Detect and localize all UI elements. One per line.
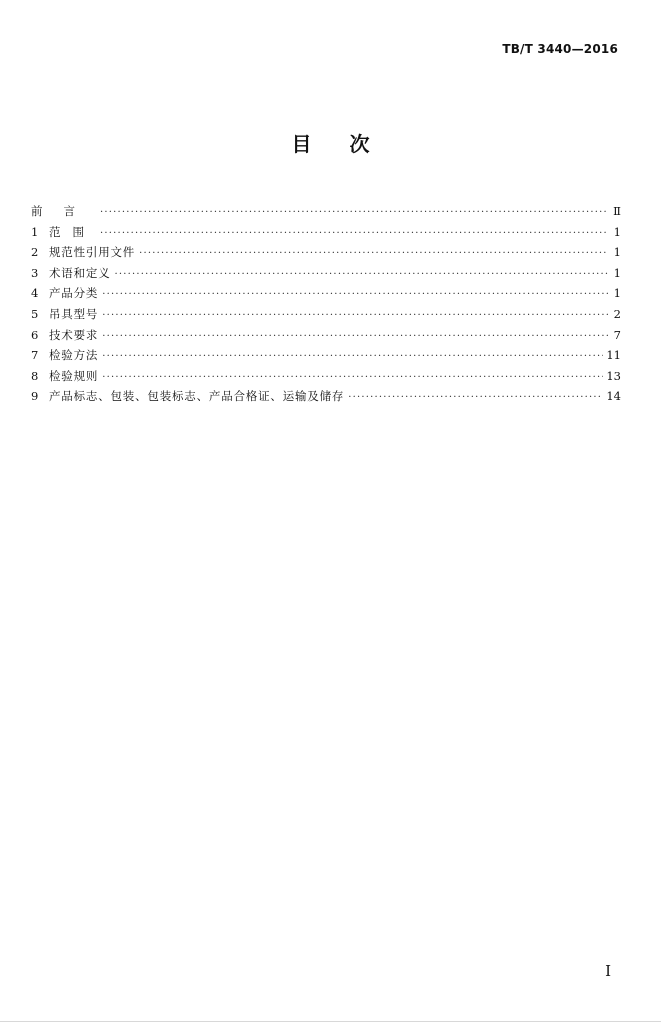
toc-entry-label: 前言: [31, 204, 96, 218]
toc-entry-page: 1: [613, 286, 621, 301]
toc-entry-number: 2: [31, 245, 39, 260]
toc-entry-6[interactable]: [31, 327, 621, 348]
toc-entry-page: Ⅱ: [613, 204, 621, 218]
dot-leader: [102, 310, 608, 321]
toc-entry-page: 11: [606, 348, 621, 363]
toc-entry-3[interactable]: [31, 265, 621, 286]
page-title: 目次: [291, 132, 408, 156]
page-number: Ⅰ: [605, 962, 611, 980]
toc-entry-4[interactable]: [31, 285, 621, 306]
toc-entry-number: 1: [31, 224, 39, 239]
toc-entry-page: 1: [613, 245, 621, 260]
toc-entry-page: 13: [606, 368, 621, 383]
toc-entry-page: 7: [613, 327, 621, 342]
toc-entry-number: 3: [31, 265, 39, 280]
table-of-contents: [31, 203, 621, 409]
dot-leader: [139, 248, 608, 259]
toc-entry-label: 术语和定义: [49, 265, 111, 280]
toc-entry-number: 6: [31, 327, 39, 342]
toc-entry-page: 1: [613, 265, 621, 280]
toc-entry-label: 规范性引用文件: [49, 245, 136, 260]
dot-leader: [102, 331, 608, 342]
toc-entry-foreword[interactable]: [31, 203, 621, 224]
toc-entry-label: 检验方法: [49, 348, 99, 363]
dot-leader: [115, 269, 609, 280]
toc-entry-number: 7: [31, 348, 39, 363]
toc-entry-8[interactable]: [31, 368, 621, 389]
document-code: TB/T 3440—2016: [502, 42, 618, 56]
dot-leader: [348, 392, 603, 403]
toc-entry-label: 检验规则: [49, 368, 99, 383]
dot-leader: [102, 351, 603, 362]
toc-entry-label: 技术要求: [49, 327, 99, 342]
toc-entry-9[interactable]: [31, 388, 621, 409]
toc-entry-page: 1: [613, 224, 621, 239]
toc-entry-label: 吊具型号: [49, 306, 99, 321]
toc-entry-number: 8: [31, 368, 39, 383]
toc-entry-label: 产品分类: [49, 286, 99, 301]
toc-entry-5[interactable]: [31, 306, 621, 327]
toc-entry-label: 范围: [49, 224, 96, 239]
dot-leader: [102, 372, 603, 383]
dot-leader: [100, 207, 608, 218]
toc-entry-2[interactable]: [31, 244, 621, 265]
toc-entry-page: 2: [613, 306, 621, 321]
toc-entry-1[interactable]: [31, 224, 621, 245]
toc-entry-7[interactable]: [31, 347, 621, 368]
toc-entry-label: 产品标志、包装、包装标志、产品合格证、运输及储存: [49, 389, 345, 404]
toc-entry-number: 9: [31, 389, 39, 404]
dot-leader: [102, 289, 608, 300]
toc-entry-page: 14: [606, 389, 621, 404]
toc-entry-number: 4: [31, 286, 39, 301]
page-bottom-divider: [0, 1021, 661, 1022]
dot-leader: [100, 228, 608, 239]
toc-entry-number: 5: [31, 306, 39, 321]
